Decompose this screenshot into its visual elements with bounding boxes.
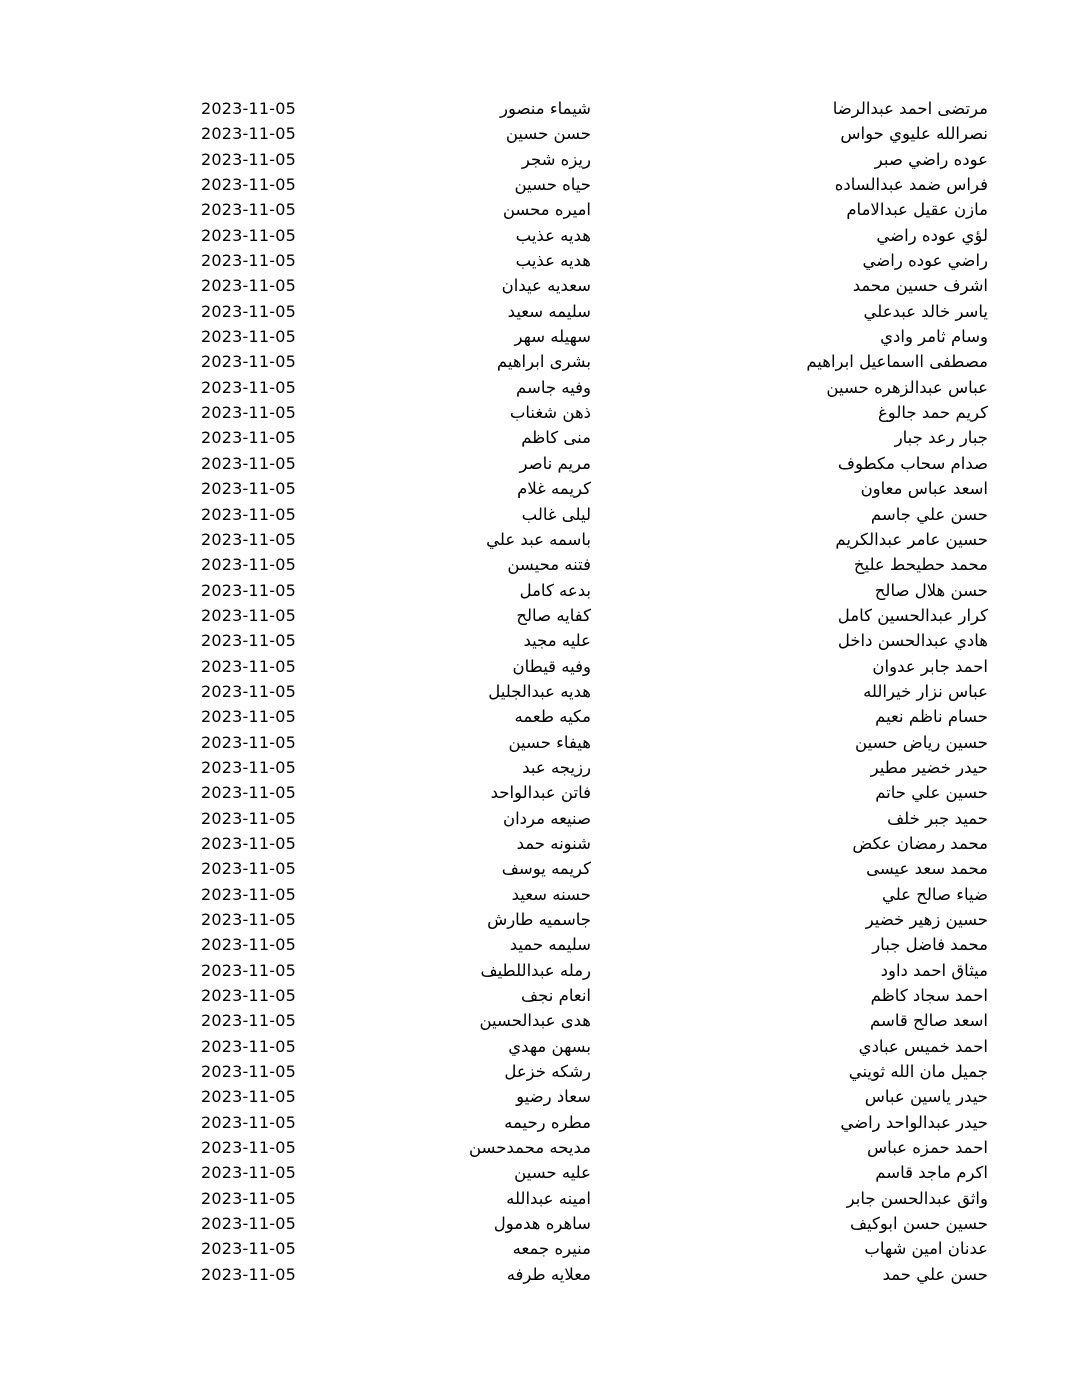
table-row (0, 1211, 1080, 1236)
table-row (0, 223, 1080, 248)
person-name: هادي عبدالحسن داخل (837, 631, 988, 651)
date-cell: 2023-11-05 (201, 631, 296, 651)
table-row (0, 704, 1080, 729)
table-row (0, 806, 1080, 831)
person-name: فراس ضمد عبدالساده (834, 175, 988, 195)
mother-name: هديه عبدالجليل (488, 681, 591, 701)
mother-name: فاتن عبدالواحد (490, 783, 591, 803)
person-name: مصطفى ااسماعيل ابراهيم (806, 352, 988, 372)
person-name: محمد سعد عيسى (866, 859, 988, 879)
mother-name: سليمه حميد (509, 935, 591, 955)
mother-name: مطره رحيمه (504, 1112, 591, 1132)
date-cell: 2023-11-05 (201, 276, 296, 296)
person-name: حسن علي جاسم (870, 504, 988, 524)
table-row (0, 324, 1080, 349)
table-row (0, 1084, 1080, 1109)
person-name: راضي عوده راضي (862, 251, 988, 271)
person-name: حسن هلال صالح (874, 580, 988, 600)
person-name: احمد حمزه عباس (867, 1138, 988, 1158)
date-cell: 2023-11-05 (201, 453, 296, 473)
date-cell: 2023-11-05 (201, 960, 296, 980)
mother-name: باسمه عبد علي (486, 529, 591, 549)
person-name: احمد سجاد كاظم (870, 986, 988, 1006)
date-cell: 2023-11-05 (201, 175, 296, 195)
date-cell: 2023-11-05 (201, 301, 296, 321)
table-row (0, 552, 1080, 577)
person-name: اكرم ماجد قاسم (875, 1163, 988, 1183)
mother-name: مكيه طعمه (514, 707, 591, 727)
mother-name: كفايه صالح (516, 605, 591, 625)
date-cell: 2023-11-05 (201, 1264, 296, 1284)
table-row (0, 755, 1080, 780)
table-row (0, 502, 1080, 527)
date-cell: 2023-11-05 (201, 757, 296, 777)
person-name: جميل مان الله ثويني (848, 1062, 988, 1082)
table-row (0, 578, 1080, 603)
mother-name: ساهره هدمول (493, 1214, 591, 1234)
person-name: محمد فاضل جبار (872, 935, 988, 955)
person-name: عوده راضي صبر (874, 149, 988, 169)
mother-name: ذهن شغناب (509, 403, 591, 423)
date-cell: 2023-11-05 (201, 783, 296, 803)
table-row (0, 932, 1080, 957)
table-row (0, 96, 1080, 121)
person-name: عدنان امين شهاب (864, 1239, 988, 1259)
mother-name: مريم ناصر (519, 453, 591, 473)
table-row (0, 831, 1080, 856)
table-row (0, 451, 1080, 476)
table-row (0, 958, 1080, 983)
person-name: حسام ناظم نعيم (875, 707, 988, 727)
date-cell: 2023-11-05 (201, 555, 296, 575)
date-cell: 2023-11-05 (201, 1188, 296, 1208)
table-row (0, 628, 1080, 653)
table-row (0, 1186, 1080, 1211)
table-row (0, 147, 1080, 172)
person-name: حسين زهير خضير (865, 910, 988, 929)
date-cell: 2023-11-05 (201, 1239, 296, 1259)
person-name: حيدر خضير مطير (870, 757, 988, 777)
person-name: كرار عبدالحسين كامل (837, 605, 988, 625)
date-cell: 2023-11-05 (201, 479, 296, 499)
date-cell: 2023-11-05 (201, 732, 296, 752)
table-row (0, 1034, 1080, 1059)
person-name: حسن علي حمد (882, 1264, 988, 1284)
date-cell: 2023-11-05 (201, 707, 296, 727)
table-row (0, 1135, 1080, 1160)
mother-name: هديه عذيب (515, 225, 591, 245)
mother-name: منى كاظم (521, 428, 591, 448)
table-row (0, 856, 1080, 881)
mother-name: رزيجه عبد (522, 757, 591, 777)
mother-name: شنونه حمد (516, 833, 591, 853)
mother-name: عليه حسين (514, 1163, 591, 1183)
table-row (0, 299, 1080, 324)
date-cell: 2023-11-05 (201, 225, 296, 245)
mother-name: فتنه محيسن (507, 555, 591, 575)
person-name: كريم حمد جالوغ (877, 403, 988, 423)
date-cell: 2023-11-05 (201, 1214, 296, 1234)
mother-name: كريمه غلام (517, 479, 591, 499)
mother-name: حسنه سعيد (511, 884, 591, 904)
person-name: حسين حسن ابوكيف (849, 1214, 988, 1234)
table-row (0, 400, 1080, 425)
table-row (0, 780, 1080, 805)
date-cell: 2023-11-05 (201, 910, 296, 929)
date-cell: 2023-11-05 (201, 833, 296, 853)
date-cell: 2023-11-05 (201, 251, 296, 271)
date-cell: 2023-11-05 (201, 580, 296, 600)
table-row (0, 1110, 1080, 1135)
table-row (0, 1059, 1080, 1084)
date-cell: 2023-11-05 (201, 504, 296, 524)
person-name: وسام ثامر وادي (880, 327, 988, 347)
table-row (0, 882, 1080, 907)
date-cell: 2023-11-05 (201, 200, 296, 220)
person-name: محمد حطيحط عليخ (853, 555, 988, 575)
mother-name: عليه مجيد (523, 631, 591, 651)
table-row (0, 172, 1080, 197)
table-row (0, 603, 1080, 628)
table-row (0, 1160, 1080, 1185)
date-cell: 2023-11-05 (201, 986, 296, 1006)
mother-name: جاسميه طارش (487, 910, 591, 929)
date-cell: 2023-11-05 (201, 403, 296, 423)
date-cell: 2023-11-05 (201, 1163, 296, 1183)
date-cell: 2023-11-05 (201, 859, 296, 879)
person-name: احمد خميس عبادي (858, 1036, 988, 1056)
mother-name: سهيله سهر (514, 327, 591, 347)
table-row (0, 1236, 1080, 1261)
mother-name: شيماء منصور (500, 99, 591, 118)
person-name: حسين علي حاتم (875, 783, 988, 803)
date-cell: 2023-11-05 (201, 656, 296, 676)
mother-name: اميره محسن (502, 200, 591, 220)
mother-name: حسن حسين (505, 124, 591, 144)
person-name: محمد رمضان عكض (852, 833, 988, 853)
person-name: ضياء صالح علي (881, 884, 988, 904)
mother-name: ليلى غالب (521, 504, 591, 524)
person-name: مازن عقيل عبدالامام (846, 200, 988, 220)
person-name: اشرف حسين محمد (852, 276, 988, 296)
date-cell: 2023-11-05 (201, 884, 296, 904)
table-row (0, 679, 1080, 704)
table-row (0, 248, 1080, 273)
mother-name: رمله عبداللطيف (480, 960, 591, 980)
person-name: حميد جبر خلف (887, 808, 988, 828)
table-row (0, 1008, 1080, 1033)
person-name: صدام سحاب مكطوف (837, 453, 988, 473)
mother-name: بسهن مهدي (508, 1036, 591, 1056)
table-row (0, 654, 1080, 679)
person-name: عباس نزار خيرالله (863, 681, 988, 701)
table-row (0, 121, 1080, 146)
mother-name: امينه عبدالله (506, 1188, 591, 1208)
table-row (0, 907, 1080, 932)
date-cell: 2023-11-05 (201, 1011, 296, 1031)
person-name: حيدر ياسين عباس (864, 1087, 988, 1107)
date-cell: 2023-11-05 (201, 428, 296, 448)
person-name: حسين رياض حسين (855, 732, 988, 752)
person-name: نصرالله عليوي حواس (840, 124, 988, 144)
mother-name: صنيعه مردان (502, 808, 591, 828)
mother-name: ريزه شجر (521, 149, 591, 169)
person-name: واثق عبدالحسن جابر (846, 1188, 988, 1208)
table-row (0, 425, 1080, 450)
date-cell: 2023-11-05 (201, 529, 296, 549)
mother-name: منيره جمعه (512, 1239, 591, 1259)
mother-name: هدى عبدالحسين (479, 1011, 591, 1031)
mother-name: مديحه محمدحسن (468, 1138, 591, 1158)
person-name: احمد جابر عدوان (872, 656, 988, 676)
mother-name: هيفاء حسين (508, 732, 591, 752)
names-table (0, 96, 1080, 1287)
table-row (0, 273, 1080, 298)
table-row (0, 375, 1080, 400)
table-row (0, 527, 1080, 552)
person-name: جبار رعد جبار (894, 428, 988, 448)
person-name: عباس عبدالزهره حسين (826, 377, 988, 397)
date-cell: 2023-11-05 (201, 1112, 296, 1132)
mother-name: سعديه عيدان (501, 276, 591, 296)
table-row (0, 983, 1080, 1008)
person-name: مرتضى احمد عبدالرضا (832, 99, 988, 118)
mother-name: سليمه سعيد (507, 301, 591, 321)
date-cell: 2023-11-05 (201, 681, 296, 701)
mother-name: وفيه قيطان (512, 656, 591, 676)
date-cell: 2023-11-05 (201, 327, 296, 347)
mother-name: وفيه جاسم (516, 377, 591, 397)
mother-name: معلايه طرفه (506, 1264, 591, 1284)
date-cell: 2023-11-05 (201, 1062, 296, 1082)
mother-name: بدعه كامل (519, 580, 591, 600)
person-name: اسعد عباس معاون (860, 479, 988, 499)
date-cell: 2023-11-05 (201, 149, 296, 169)
date-cell: 2023-11-05 (201, 605, 296, 625)
date-cell: 2023-11-05 (201, 1036, 296, 1056)
table-row (0, 349, 1080, 374)
date-cell: 2023-11-05 (201, 377, 296, 397)
table-row (0, 197, 1080, 222)
person-name: لؤي عوده راضي (876, 225, 988, 245)
mother-name: سعاد رضيو (516, 1087, 591, 1107)
person-name: ميثاق احمد داود (880, 960, 988, 980)
mother-name: انعام نجف (521, 986, 591, 1006)
date-cell: 2023-11-05 (201, 352, 296, 372)
date-cell: 2023-11-05 (201, 1087, 296, 1107)
date-cell: 2023-11-05 (201, 124, 296, 144)
mother-name: كريمه يوسف (501, 859, 591, 879)
table-row (0, 1262, 1080, 1287)
date-cell: 2023-11-05 (201, 99, 296, 118)
table-row (0, 476, 1080, 501)
mother-name: بشرى ابراهيم (496, 352, 591, 372)
person-name: اسعد صالح قاسم (870, 1011, 988, 1031)
table-row (0, 730, 1080, 755)
mother-name: هديه عذيب (515, 251, 591, 271)
person-name: حيدر عبدالواحد راضي (840, 1112, 988, 1132)
mother-name: حياه حسين (514, 175, 591, 195)
date-cell: 2023-11-05 (201, 935, 296, 955)
person-name: ياسر خالد عبدعلي (863, 301, 988, 321)
person-name: حسين عامر عبدالكريم (835, 529, 988, 549)
mother-name: رشكه خزعل (504, 1062, 591, 1082)
date-cell: 2023-11-05 (201, 808, 296, 828)
date-cell: 2023-11-05 (201, 1138, 296, 1158)
